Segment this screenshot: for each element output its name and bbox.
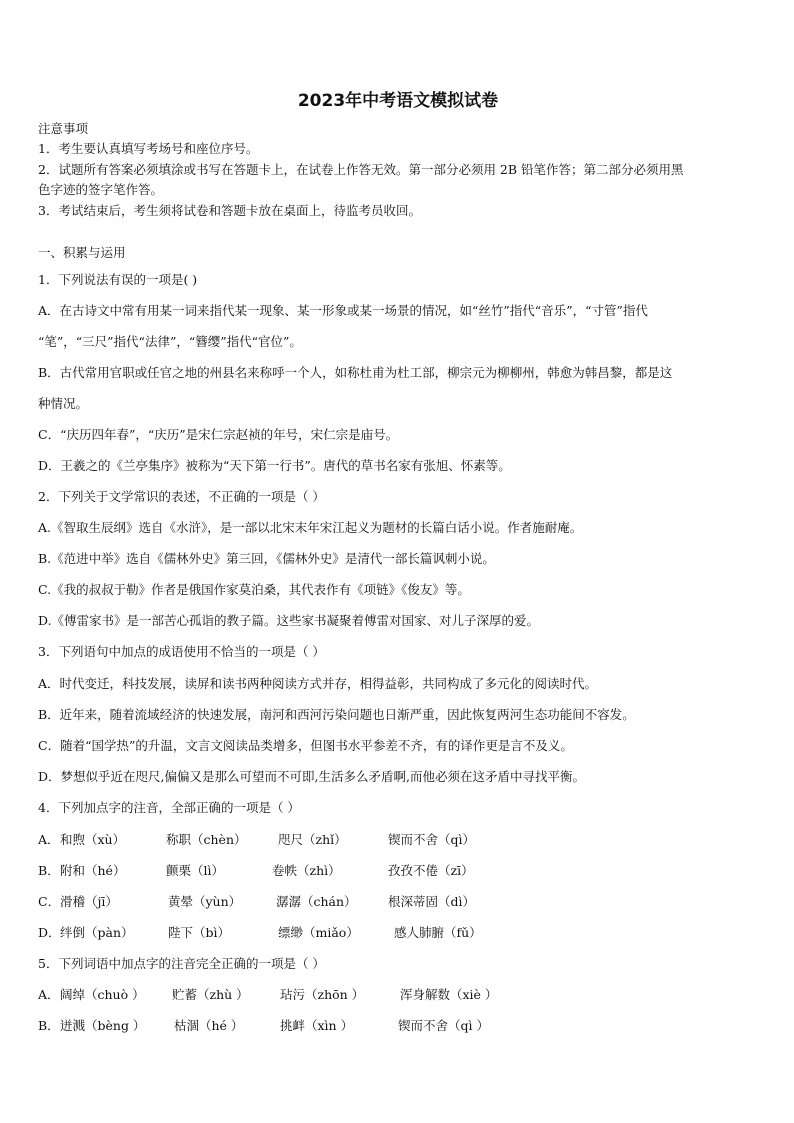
option-label: C． (38, 894, 61, 909)
question-option: “笔”，“三尺”指代“法律”，“簪缨”指代“官位”。 (38, 334, 302, 349)
question-option: D.《傅雷家书》是一部苦心孤诣的教子篇。这些家书凝聚着傅雷对国家、对儿子深厚的爱。 (38, 613, 540, 628)
notice-item: 2．试题所有答案必须填涂或书写在答题卡上，在试卷上作答无效。第一部分必须用 2B 铅笔作答；第二部分必须用黑 (38, 162, 684, 177)
option-item: 锲而不舍（qì） (388, 832, 475, 847)
page-title: 2023年中考语文模拟试卷 (297, 91, 499, 111)
option-item: 潺潺（chán） (276, 894, 357, 909)
question-option: C．“庆历四年春”，“庆历”是宋仁宗赵祯的年号，宋仁宗是庙号。 (38, 427, 399, 442)
option-item: 陛下（bì） (168, 925, 230, 940)
question-option: B.《范进中举》选自《儒林外史》第三回，《儒林外史》是清代一部长篇讽刺小说。 (38, 551, 495, 566)
option-item: 枯涸（hé ） (174, 1018, 244, 1033)
option-item: 阔绰（chuò ） (60, 987, 145, 1002)
option-item: 感人肺腑（fǔ） (394, 925, 482, 940)
option-item: 玷污（zhōn ） (280, 987, 365, 1002)
question-stem: 1．下列说法有误的一项是( ) (38, 272, 198, 287)
option-item: 颤栗（lì） (166, 863, 224, 878)
option-item: 咫尺（zhǐ） (278, 832, 347, 847)
option-item: 挑衅（xìn ） (280, 1018, 354, 1033)
option-item: 孜孜不倦（zī） (388, 863, 474, 878)
option-label: B． (38, 1018, 60, 1033)
question-option: A．在古诗文中常有用某一词来指代某一现象、某一形象或某一场景的情况，如“丝竹”指代“音乐”，“寸管”指代 (38, 303, 648, 318)
question-stem: 2．下列关于文学常识的表述，不正确的一项是（ ） (38, 489, 325, 504)
question-option: B．近年来，随着流域经济的快速发展，南河和西河污染问题也日渐严重，因此恢复两河生态功能间不容发。 (38, 707, 635, 722)
section-heading: 一、积累与运用 (38, 245, 126, 260)
question-option: D．梦想似乎近在咫尺,偏偏又是那么可望而不可即,生活多么矛盾啊,而他必须在这矛盾中寻找平衡。 (38, 769, 585, 784)
option-item: 卷帙（zhì） (272, 863, 341, 878)
option-item: 贮蓄（zhù ） (172, 987, 249, 1002)
option-item: 称职（chèn） (166, 832, 247, 847)
option-item: 锲而不舍（qì ） (398, 1018, 489, 1033)
option-label: A． (38, 832, 60, 847)
notice-item: 3．考试结束后，考生须将试卷和答题卡放在桌面上，待监考员收回。 (38, 203, 421, 218)
question-stem: 3．下列语句中加点的成语使用不恰当的一项是（ ） (38, 644, 325, 659)
question-stem: 5．下列词语中加点字的注音完全正确的一项是（ ） (38, 956, 325, 971)
question-option: C.《我的叔叔于勒》作者是俄国作家莫泊桑，其代表作有《项链》《俊友》等。 (38, 582, 470, 597)
option-item: 滑稽（jī） (60, 894, 118, 909)
question-option: A．时代变迁，科技发展，读屏和读书两种阅读方式并存，相得益彰，共同构成了多元化的阅读时代。 (38, 676, 598, 691)
notice-item: 色字迹的签字笔作答。 (38, 182, 164, 197)
option-item: 绊倒（pàn） (60, 925, 134, 940)
question-stem: 4．下列加点字的注音，全部正确的一项是（ ） (38, 800, 300, 815)
option-item: 和煦（xù） (60, 832, 126, 847)
option-item: 缥缈（miǎo） (278, 925, 359, 940)
option-label: A． (38, 987, 60, 1002)
question-option: 种情况。 (38, 396, 89, 411)
option-item: 黄晕（yùn） (168, 894, 242, 909)
option-item: 迸溅（bèng ） (60, 1018, 146, 1033)
notice-heading: 注意事项 (38, 121, 89, 136)
notice-item: 1．考生要认真填写考场号和座位序号。 (38, 141, 259, 156)
option-label: B． (38, 863, 60, 878)
option-item: 根深蒂固（dì） (388, 894, 475, 909)
question-option: D．王羲之的《兰亭集序》被称为“天下第一行书”。唐代的草书名家有张旭、怀素等。 (38, 458, 511, 473)
option-label: D． (38, 925, 61, 940)
question-option: B．古代常用官职或任官之地的州县名来称呼一个人，如称杜甫为杜工部，柳宗元为柳柳州，韩愈为韩昌黎，都是这 (38, 365, 673, 380)
question-option: C．随着“国学热”的升温，文言文阅读品类增多，但图书水平参差不齐，有的译作更是言不及义。 (38, 738, 573, 753)
option-item: 附和（hé） (60, 863, 126, 878)
question-option: A.《智取生辰纲》选自《水浒》，是一部以北宋末年宋江起义为题材的长篇白话小说。作者施耐庵。 (38, 520, 583, 535)
option-item: 浑身解数（xiè ） (400, 987, 498, 1002)
